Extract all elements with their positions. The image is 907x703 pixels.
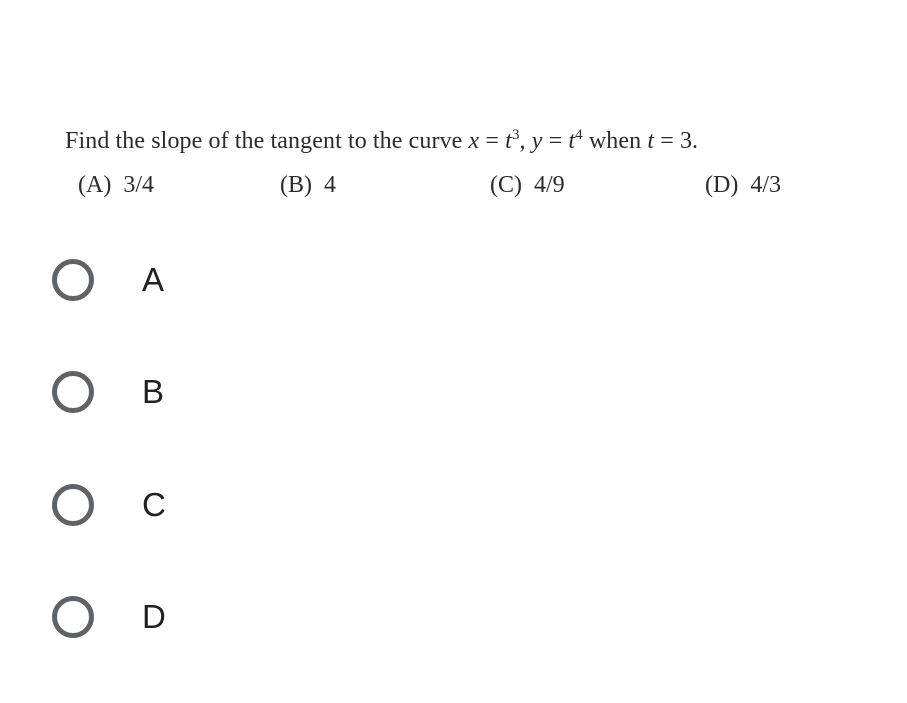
choice-key: (A) — [78, 172, 112, 198]
choice-value: 4/3 — [750, 172, 781, 198]
option-label-d: D — [142, 598, 166, 635]
math-equals: = — [542, 128, 569, 154]
choice-value: 4 — [324, 172, 336, 198]
radio-button-d[interactable] — [52, 596, 94, 638]
choice-a — [78, 172, 154, 199]
math-x: x — [468, 128, 480, 154]
math-y: y — [531, 128, 543, 154]
math-t: t — [505, 128, 512, 154]
option-c[interactable] — [52, 478, 352, 532]
choice-key: (D) — [705, 172, 739, 198]
choice-value: 4/9 — [534, 172, 565, 198]
option-label-a: A — [142, 261, 165, 298]
stem-when: when — [582, 128, 648, 154]
math-equals: = — [479, 128, 506, 154]
choice-key: (C) — [490, 172, 522, 198]
choice-value: 3/4 — [123, 172, 154, 198]
math-t: t — [647, 128, 655, 154]
math-equals-value: = 3. — [654, 128, 699, 154]
option-a[interactable] — [52, 253, 352, 307]
stem-text: Find the slope of the tangent to the curve — [65, 128, 469, 154]
question-image — [0, 0, 907, 230]
radio-button-b[interactable] — [52, 371, 94, 413]
choice-c — [490, 172, 565, 199]
radio-button-a[interactable] — [52, 259, 94, 301]
choice-key: (B) — [280, 172, 312, 198]
radio-button-c[interactable] — [52, 484, 94, 526]
math-comma: , — [519, 128, 532, 154]
math-t: t — [568, 128, 576, 154]
choice-d — [705, 172, 781, 199]
choice-b — [280, 172, 336, 199]
option-label-c: C — [142, 486, 166, 523]
question-stem — [65, 128, 698, 155]
math-exponent: 4 — [575, 127, 583, 143]
option-label-b: B — [142, 373, 165, 410]
option-b[interactable] — [52, 365, 352, 419]
option-d[interactable] — [52, 590, 352, 644]
math-exponent: 3 — [511, 127, 520, 143]
